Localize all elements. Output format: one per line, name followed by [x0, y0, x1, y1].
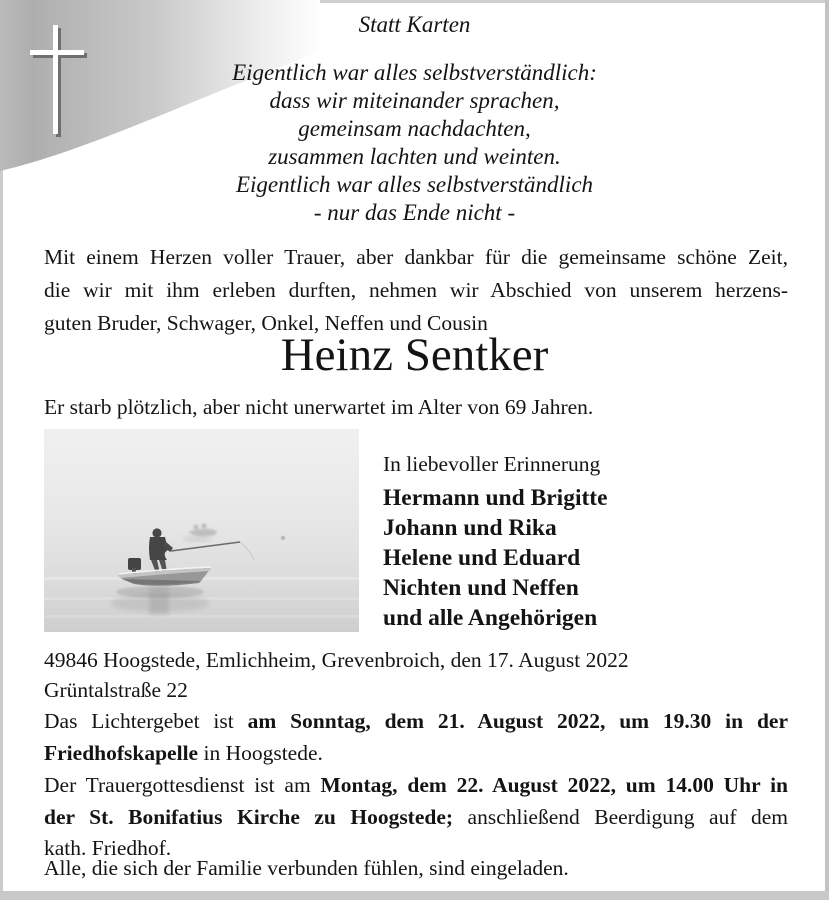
closing-line: Alle, die sich der Familie verbunden fühlen, sind eingeladen. — [44, 856, 569, 880]
memorial-block — [383, 451, 608, 633]
mourner-line: Helene und Eduard — [383, 545, 581, 571]
memorial-photo — [44, 429, 359, 632]
text-line: gemeinsam nachdachten, — [298, 116, 531, 141]
address-line: 49846 Hoogstede, Emlichheim, Grevenbroich, den 17. August 2022 — [44, 648, 629, 672]
text-line: Das Lichtergebet ist am Sonntag, dem 21. August 2022, um 19.30 in der — [44, 709, 788, 733]
lichtergebet-paragraph — [44, 706, 788, 769]
text-line: guten Bruder, Schwager, Onkel, Neffen und Cousin — [44, 311, 488, 335]
intro-paragraph — [44, 241, 788, 340]
buoy — [281, 536, 285, 540]
mourner-line: Hermann und Brigitte — [383, 485, 608, 511]
trauergottesdienst-paragraph — [44, 770, 788, 865]
text-line: Der Trauergottesdienst ist am Montag, dem 22. August 2022, um 14.00 Uhr in — [44, 773, 789, 797]
mourner-names — [383, 483, 608, 633]
address-line: Grüntalstraße 22 — [44, 678, 188, 702]
text-line: Friedhofskapelle in Hoogstede. — [44, 740, 323, 765]
text-line: kath. Friedhof. — [44, 836, 172, 860]
poem — [0, 59, 829, 227]
text-line: - nur das Ende nicht - — [313, 200, 516, 225]
deceased-name: Heinz Sentker — [280, 329, 549, 381]
text-line: die wir mit ihm erleben durften, nehmen wir Abschied von unserem herzens- — [44, 278, 788, 302]
text-line: dass wir miteinander sprachen, — [269, 88, 560, 113]
statt-karten-label: Statt Karten — [358, 12, 471, 37]
memorial-intro: In liebevoller Erinnerung — [383, 452, 601, 476]
text-line: zusammen lachten und weinten. — [268, 144, 561, 169]
text-line: Eigentlich war alles selbstverständlich: — [232, 60, 597, 85]
text-line: Mit einem Herzen voller Trauer, aber dankbar für die gemeinsame schöne Zeit, — [44, 245, 788, 269]
address-block — [44, 645, 629, 705]
mourner-line: Nichten und Neffen — [383, 575, 579, 601]
text-line: der St. Bonifatius Kirche zu Hoogstede; anschließend Beerdigung auf dem — [44, 804, 788, 829]
mourner-line: Johann und Rika — [383, 515, 557, 541]
text-line: Eigentlich war alles selbstverständlich — [235, 172, 594, 197]
mourner-line: und alle Angehörigen — [383, 605, 598, 631]
border-bottom — [0, 891, 829, 900]
death-line: Er starb plötzlich, aber nicht unerwartet im Alter von 69 Jahren. — [44, 395, 594, 419]
